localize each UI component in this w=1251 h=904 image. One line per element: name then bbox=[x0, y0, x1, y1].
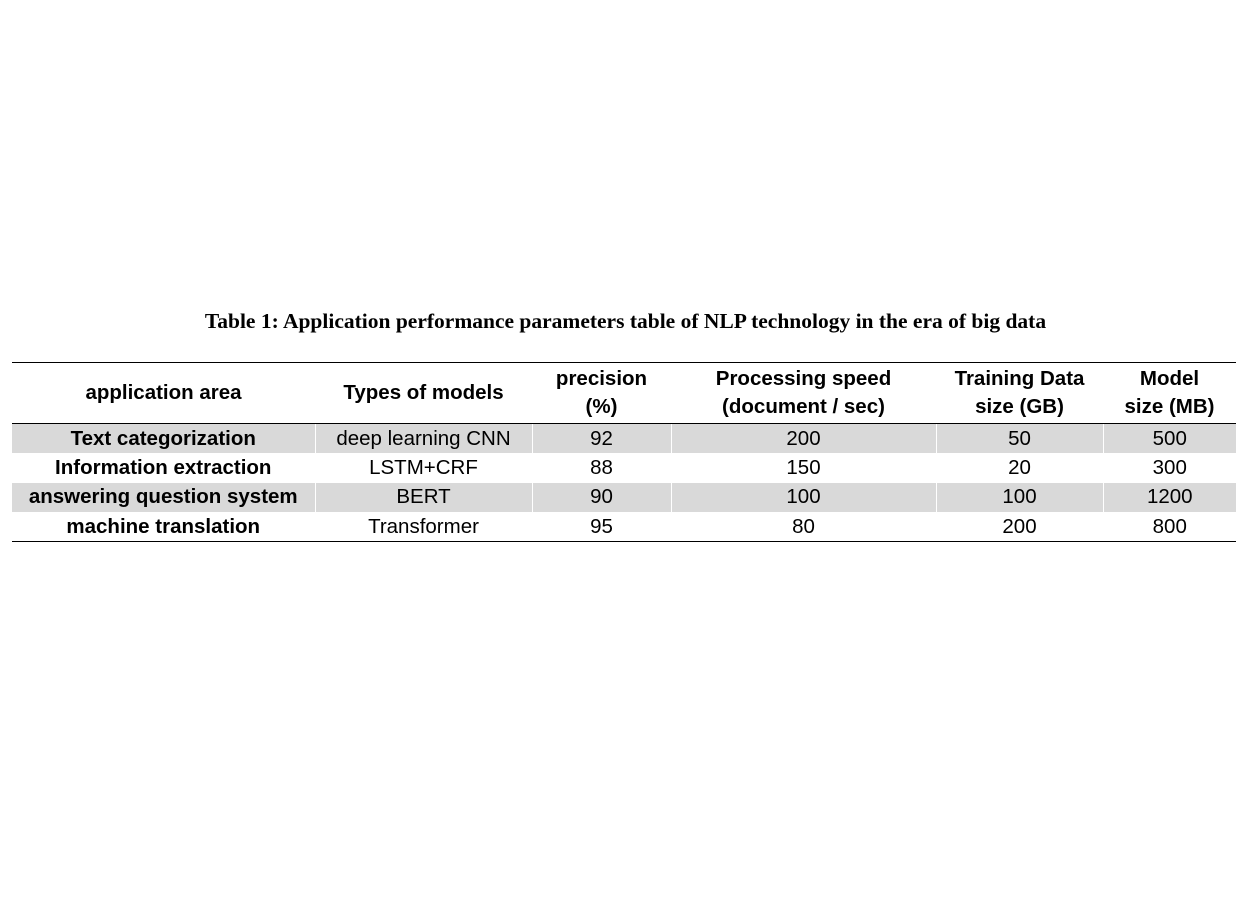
cell-precision: 95 bbox=[532, 512, 671, 542]
header-model-size: Model size (MB) bbox=[1103, 363, 1236, 424]
header-processing-speed: Processing speed (document / sec) bbox=[671, 363, 936, 424]
table-row bbox=[12, 424, 1236, 454]
cell-precision: 90 bbox=[532, 483, 671, 513]
table-caption: Table 1: Application performance parameters table of NLP technology in the era of big data bbox=[204, 309, 1047, 333]
cell-application-area: Text categorization bbox=[12, 424, 315, 454]
cell-model-size: 800 bbox=[1103, 512, 1236, 542]
cell-model-type: BERT bbox=[315, 483, 532, 513]
performance-table bbox=[12, 362, 1236, 542]
cell-processing-speed: 100 bbox=[671, 483, 936, 513]
cell-model-type: Transformer bbox=[315, 512, 532, 542]
cell-application-area: machine translation bbox=[12, 512, 315, 542]
table-row bbox=[12, 483, 1236, 513]
header-application-area: application area bbox=[12, 363, 315, 424]
header-row bbox=[12, 363, 1236, 424]
cell-model-type: deep learning CNN bbox=[315, 424, 532, 454]
cell-model-type: LSTM+CRF bbox=[315, 453, 532, 483]
cell-precision: 88 bbox=[532, 453, 671, 483]
cell-training-data-size: 50 bbox=[936, 424, 1103, 454]
table-row bbox=[12, 453, 1236, 483]
table-row bbox=[12, 512, 1236, 542]
cell-processing-speed: 80 bbox=[671, 512, 936, 542]
cell-model-size: 500 bbox=[1103, 424, 1236, 454]
cell-processing-speed: 150 bbox=[671, 453, 936, 483]
cell-training-data-size: 20 bbox=[936, 453, 1103, 483]
cell-application-area: answering question system bbox=[12, 483, 315, 513]
header-training-data-size: Training Data size (GB) bbox=[936, 363, 1103, 424]
cell-processing-speed: 200 bbox=[671, 424, 936, 454]
cell-model-size: 1200 bbox=[1103, 483, 1236, 513]
cell-application-area: Information extraction bbox=[55, 455, 272, 479]
cell-model-size: 300 bbox=[1103, 453, 1236, 483]
cell-training-data-size: 100 bbox=[936, 483, 1103, 513]
header-model-type: Types of models bbox=[315, 363, 532, 424]
header-precision: precision (%) bbox=[532, 363, 671, 424]
cell-precision: 92 bbox=[532, 424, 671, 454]
cell-training-data-size: 200 bbox=[936, 512, 1103, 542]
